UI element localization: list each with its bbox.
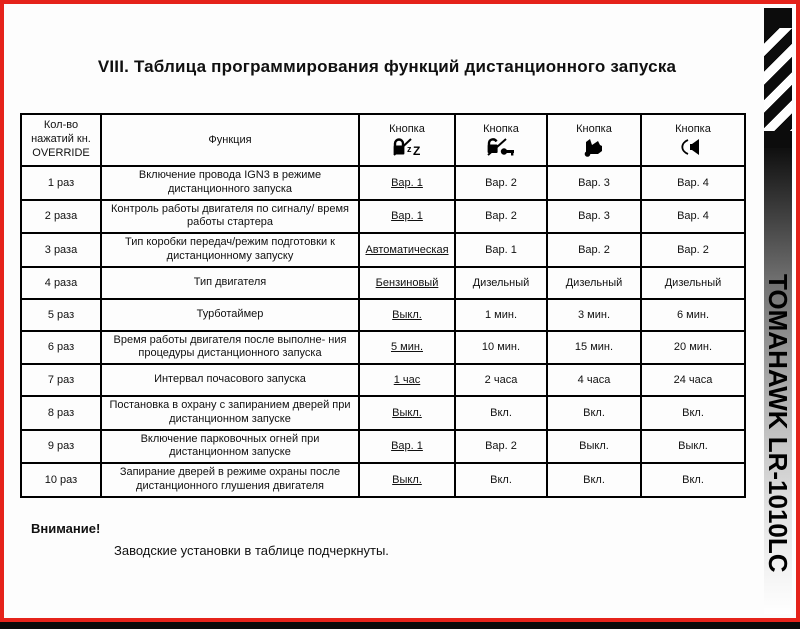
presses-count-cell: 4 раза: [21, 267, 101, 299]
option-cell-btn4: Вар. 4: [641, 166, 745, 200]
trunk-open-icon: [578, 137, 610, 157]
option-cell-btn3: 15 мин.: [547, 331, 641, 365]
option-cell-btn2: Вар. 1: [455, 233, 547, 267]
table-row: [21, 200, 745, 234]
button-label: Кнопка: [576, 123, 612, 135]
table-body: [21, 166, 745, 497]
table-row: [21, 166, 745, 200]
presses-count-cell: 10 раз: [21, 463, 101, 497]
option-cell-btn1: 1 час: [359, 364, 455, 396]
option-cell-btn1: Бензиновый: [359, 267, 455, 299]
attention-label: Внимание!: [31, 521, 101, 536]
option-cell-btn3: Выкл.: [547, 430, 641, 464]
option-cell-btn4: 6 мин.: [641, 299, 745, 331]
side-band-top: [764, 8, 792, 148]
function-cell: Тип коробки передач/режим подготовки к дистанционному запуску: [101, 233, 359, 267]
option-cell-btn3: Вар. 3: [547, 166, 641, 200]
button-label: Кнопка: [675, 123, 711, 135]
option-cell-btn2: Дизельный: [455, 267, 547, 299]
function-cell: Интервал почасового запуска: [101, 364, 359, 396]
diagonal-stripes-decor: [764, 28, 792, 131]
function-cell: Включение провода IGN3 в режиме дистанционного запуска: [101, 166, 359, 200]
brand-label: TOMAHAWK LR-1010LC: [763, 274, 793, 573]
function-cell: Включение парковочных огней при дистанционном запуске: [101, 430, 359, 464]
table-row: [21, 233, 745, 267]
bottom-edge-decor: [0, 622, 800, 629]
option-cell-btn3: Вкл.: [547, 396, 641, 430]
option-cell-btn4: Вар. 2: [641, 233, 745, 267]
table-row: [21, 396, 745, 430]
presses-count-cell: 6 раз: [21, 331, 101, 365]
header-button-1: [359, 114, 455, 166]
option-cell-btn1: Автоматическая: [359, 233, 455, 267]
option-cell-btn4: Вкл.: [641, 396, 745, 430]
presses-count-cell: 7 раз: [21, 364, 101, 396]
presses-count-cell: 2 раза: [21, 200, 101, 234]
option-cell-btn4: 24 часа: [641, 364, 745, 396]
unlock-key-icon: [485, 137, 517, 157]
header-button-4: [641, 114, 745, 166]
option-cell-btn2: Вкл.: [455, 463, 547, 497]
option-cell-btn3: Вкл.: [547, 463, 641, 497]
header-button-2: [455, 114, 547, 166]
option-cell-btn3: Дизельный: [547, 267, 641, 299]
presses-count-cell: 1 раз: [21, 166, 101, 200]
option-cell-btn1: 5 мин.: [359, 331, 455, 365]
function-cell: Тип двигателя: [101, 267, 359, 299]
option-cell-btn2: Вар. 2: [455, 200, 547, 234]
option-cell-btn4: Дизельный: [641, 267, 745, 299]
button-label: Кнопка: [483, 123, 519, 135]
programming-table: [20, 113, 746, 498]
option-cell-btn1: Вар. 1: [359, 200, 455, 234]
table-row: [21, 364, 745, 396]
table-header: [21, 114, 745, 166]
button-label: Кнопка: [389, 123, 425, 135]
table-row: [21, 331, 745, 365]
function-cell: Постановка в охрану с запиранием дверей при дистанционном запуске: [101, 396, 359, 430]
factory-settings-note: Заводские установки в таблице подчеркнуты.: [114, 543, 389, 558]
option-cell-btn1: Вар. 1: [359, 166, 455, 200]
option-cell-btn2: Вар. 2: [455, 430, 547, 464]
function-cell: Время работы двигателя после выполне- ния процедуры дистанционного запуска: [101, 331, 359, 365]
option-cell-btn4: Выкл.: [641, 430, 745, 464]
page-title: VIII. Таблица программирования функций дистанционного запуска: [97, 57, 677, 76]
table-row: [21, 430, 745, 464]
option-cell-btn2: Вкл.: [455, 396, 547, 430]
side-band: [764, 8, 792, 620]
option-cell-btn3: 3 мин.: [547, 299, 641, 331]
lock-zz-icon: [391, 137, 423, 157]
presses-count-cell: 3 раза: [21, 233, 101, 267]
option-cell-btn2: 1 мин.: [455, 299, 547, 331]
speaker-icon: [677, 137, 709, 157]
option-cell-btn4: Вкл.: [641, 463, 745, 497]
table-row: [21, 299, 745, 331]
option-cell-btn1: Выкл.: [359, 396, 455, 430]
function-cell: Запирание дверей в режиме охраны после дистанционного глушения двигателя: [101, 463, 359, 497]
option-cell-btn2: 10 мин.: [455, 331, 547, 365]
header-presses-count: Кол-во нажатий кн. OVERRIDE: [21, 114, 101, 166]
option-cell-btn4: 20 мин.: [641, 331, 745, 365]
table-row: [21, 463, 745, 497]
function-cell: Турботаймер: [101, 299, 359, 331]
option-cell-btn1: Выкл.: [359, 299, 455, 331]
option-cell-btn3: Вар. 2: [547, 233, 641, 267]
option-cell-btn3: 4 часа: [547, 364, 641, 396]
presses-count-cell: 8 раз: [21, 396, 101, 430]
presses-count-cell: 9 раз: [21, 430, 101, 464]
option-cell-btn3: Вар. 3: [547, 200, 641, 234]
presses-count-cell: 5 раз: [21, 299, 101, 331]
option-cell-btn1: Выкл.: [359, 463, 455, 497]
svg-text:z: z: [407, 144, 412, 154]
header-button-3: [547, 114, 641, 166]
function-cell: Контроль работы двигателя по сигналу/ время работы стартера: [101, 200, 359, 234]
option-cell-btn2: 2 часа: [455, 364, 547, 396]
header-function: Функция: [101, 114, 359, 166]
option-cell-btn2: Вар. 2: [455, 166, 547, 200]
option-cell-btn4: Вар. 4: [641, 200, 745, 234]
table-row: [21, 267, 745, 299]
option-cell-btn1: Вар. 1: [359, 430, 455, 464]
svg-text:Z: Z: [413, 144, 421, 157]
